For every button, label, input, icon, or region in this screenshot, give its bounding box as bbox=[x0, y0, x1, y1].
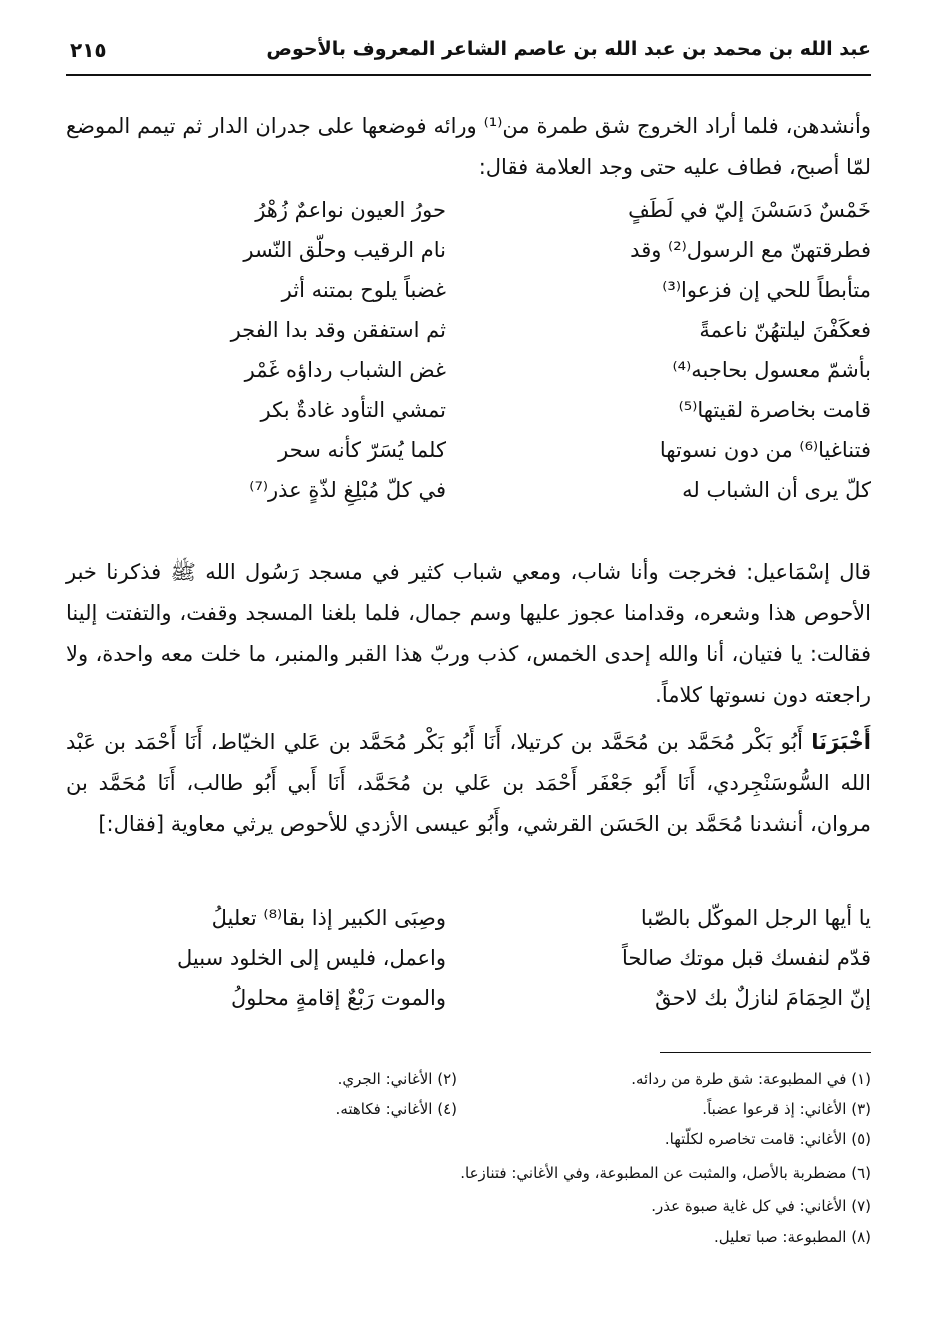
verse-second-hemistich: نام الرقيب وحلّق النّسر bbox=[243, 238, 446, 262]
verse-row bbox=[66, 986, 871, 1026]
verse-second-hemistich: غض الشباب رداؤه غَمْر bbox=[244, 358, 446, 382]
verse-row bbox=[66, 238, 871, 278]
poem-two bbox=[66, 906, 871, 1026]
akhbarana-keyword: أَخْبَرَنَا bbox=[811, 730, 871, 754]
ismail-paragraph: قال إسْمَاعيل: فخرجت وأنا شاب، ومعي شباب كثير في مسجد رَسُول الله ﷺ فذكرنا خبر الأحوص هذا وشعره، وقدامنا عجوز عليها وسم جمال، فلما بلغنا المسجد وقفت، والتفتت إلينا فقالت: يا فتيان، أنا والله إحدى الخمس، كذب وربّ هذا القبر والمنبر، ما خلت معه واحدة، ولا راجعته دون نسوتها كلاماً. bbox=[66, 560, 871, 707]
verse-row bbox=[66, 438, 871, 478]
running-title: عبد الله بن محمد بن عبد الله بن عاصم الشاعر المعروف بالأحوص bbox=[266, 38, 871, 60]
footnote-divider bbox=[660, 1052, 871, 1053]
verse-row bbox=[66, 278, 871, 318]
verse-row bbox=[66, 946, 871, 986]
verse-first-hemistich: فطرقتهنّ مع الرسول⁽²⁾ وقد bbox=[630, 238, 871, 262]
verse-row bbox=[66, 398, 871, 438]
footnote-5: (٥) الأغاني: قامت تخاصره لكلّتها. bbox=[664, 1130, 871, 1148]
verse-first-hemistich: قدّم لنفسك قبل موتك صالحاً bbox=[621, 946, 871, 970]
footnote-2: (٢) الأغاني: الجري. bbox=[337, 1070, 457, 1088]
intro-paragraph: وأنشدهن، فلما أراد الخروج شق طمرة من⁽¹⁾ ورائه فوضعها على جدران الدار ثم تيمم الموضع لمّا أصبح، فطاف عليه حتى وجد العلامة فقال: bbox=[66, 114, 871, 179]
verse-second-hemistich: غضباً يلوح بمتنه أثر bbox=[281, 278, 446, 302]
verse-second-hemistich: حورُ العيون نواعمٌ زُهْرُ bbox=[255, 198, 446, 222]
verse-first-hemistich: بأشمّ معسول بحاجبه⁽⁴⁾ bbox=[672, 358, 871, 382]
verse-second-hemistich: ثم استفقن وقد بدا الفجر bbox=[230, 318, 446, 342]
footnote-1: (١) في المطبوعة: شق طرة من ردائه. bbox=[631, 1070, 871, 1088]
footnote-8: (٨) المطبوعة: صبا تعليل. bbox=[714, 1228, 871, 1246]
footnote-6: (٦) مضطربة بالأصل، والمثبت عن المطبوعة، وفي الأغاني: فتنازعا. bbox=[460, 1164, 871, 1182]
verse-second-hemistich: في كلّ مُبْلِغِ لذّةٍ عذر⁽⁷⁾ bbox=[249, 478, 446, 502]
verse-row bbox=[66, 198, 871, 238]
verse-first-hemistich: خَمْسٌ دَسَسْنَ إليّ في لَطَفٍ bbox=[628, 198, 871, 222]
verse-first-hemistich: كلّ يرى أن الشباب له bbox=[682, 478, 871, 502]
verse-second-hemistich: والموت رَبْعٌ إقامةٍ محلولُ bbox=[231, 986, 446, 1010]
verse-second-hemistich: تمشي التأود غادةٌ بكر bbox=[260, 398, 446, 422]
verse-first-hemistich: فعكَفْنَ ليلتهُنّ ناعمةً bbox=[699, 318, 871, 342]
verse-second-hemistich: واعمل، فليس إلى الخلود سبيل bbox=[177, 946, 446, 970]
page-number: ٢١٥ bbox=[70, 38, 107, 62]
verse-row bbox=[66, 906, 871, 946]
verse-first-hemistich: متأبطاً للحي إن فزعوا⁽³⁾ bbox=[662, 278, 871, 302]
footnote-4: (٤) الأغاني: فكاهته. bbox=[335, 1100, 457, 1118]
verse-row bbox=[66, 318, 871, 358]
footnote-3: (٣) الأغاني: إذ قرعوا عضباً. bbox=[702, 1100, 871, 1118]
running-header bbox=[66, 34, 871, 76]
verse-first-hemistich: إنّ الحِمَامَ لنازلٌ بك لاحقٌ bbox=[655, 986, 871, 1010]
isnad-paragraph bbox=[66, 722, 871, 845]
isnad-text: أَبُو بَكْر مُحَمَّد بن مُحَمَّد بن كرتيلا، أَنَا أَبُو بَكْر مُحَمَّد بن عَلي الخيّاط، أَنَا أَحْمَد بن عَبْد الله السُّوسَنْجِردي، أَنَا أَبُو جَعْفَر أَحْمَد بن عَلي بن مُحَمَّد، أَنَا أَبي أَبُو طالب، أَنَا مُحَمَّد بن مروان، أنشدنا مُحَمَّد بن الحَسَن القرشي، وأَبُو عيسى الأزدي للأحوص يرثي معاوية [فقال:] bbox=[66, 730, 871, 836]
verse-second-hemistich: وصِبَى الكبير إذا بقا⁽⁸⁾ تعليلُ bbox=[211, 906, 446, 930]
poem-one bbox=[66, 198, 871, 518]
verse-second-hemistich: كلما يُسَرّ كأنه سحر bbox=[278, 438, 446, 462]
footnote-7: (٧) الأغاني: في كل غاية صبوة عذر. bbox=[651, 1197, 871, 1215]
verse-row bbox=[66, 478, 871, 518]
verse-first-hemistich: فتناغيا⁽⁶⁾ من دون نسوتها bbox=[659, 438, 871, 462]
verse-row bbox=[66, 358, 871, 398]
verse-first-hemistich: قامت بخاصرة لقيتها⁽⁵⁾ bbox=[678, 398, 871, 422]
verse-first-hemistich: يا أيها الرجل الموكّل بالصّبا bbox=[640, 906, 871, 930]
